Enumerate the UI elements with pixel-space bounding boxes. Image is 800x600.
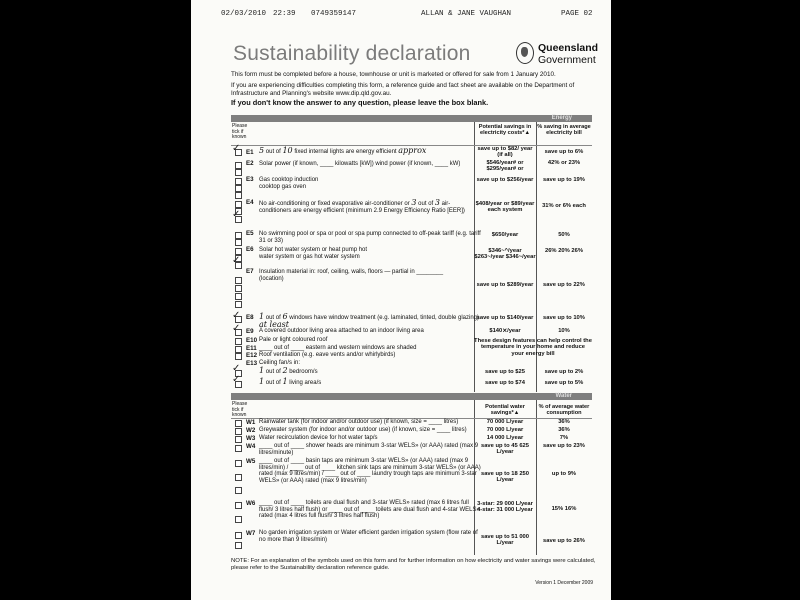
code-w4: W4 <box>246 443 256 450</box>
desc-w2: Greywater system (for indoor and/or outdoor use) (if known, size = ____ litres) <box>259 427 467 433</box>
desc-e10: Pale or light coloured roof <box>259 337 328 343</box>
code-e3: E3 <box>246 176 254 183</box>
percent-e3: save up to 19% <box>543 177 585 183</box>
declaration-page <box>191 0 611 600</box>
tick-mark-e6: ✓ <box>232 255 241 266</box>
version-label: Version 1 December 2009 <box>535 580 593 586</box>
water-tick-header: Please tick if known <box>232 401 248 418</box>
savings-w7: save up to 51 000 L/year <box>480 534 529 547</box>
desc-e12: Roof ventilation (e.g. eave vents and/or whirlybirds) <box>259 352 396 358</box>
energy-row-e2 <box>231 160 592 174</box>
percent-w6: 15% 16% <box>551 506 577 512</box>
handwritten-e1-total: 10 <box>282 146 293 155</box>
desc-e5: No swimming pool or spa or pool or spa pump connected to off-peak tariff (e.g. tariff 31 or 33) <box>259 231 481 244</box>
percent-e5: 50% <box>558 232 570 238</box>
savings-e4: $408/year or $89/year each system <box>475 201 535 214</box>
checkbox-e7-ceiling[interactable] <box>235 285 242 292</box>
energy-row-e1 <box>231 143 592 159</box>
tick-mark-e8: ✓ <box>232 310 241 321</box>
desc-e4: No air-conditioning or fixed evaporative air-conditioner or 3 out of 3 air-conditioners are energy efficient (minimum 2.9 Energy Efficiency Ratio [EER]) <box>259 198 465 214</box>
code-w5: W5 <box>246 458 256 465</box>
desc-e11: ____ out of ____ eastern and western windows are shaded <box>259 345 417 351</box>
fax-header <box>221 10 601 20</box>
checkbox-e12[interactable] <box>235 353 242 360</box>
fax-page: PAGE 02 <box>561 10 593 18</box>
water-row-w1 <box>231 419 592 427</box>
code-e6: E6 <box>246 246 254 253</box>
checkbox-w5-kitchen[interactable] <box>235 474 242 481</box>
handwritten-e1-approx: approx <box>398 146 427 155</box>
code-e4: E4 <box>246 199 254 206</box>
handwritten-e1-count: 5 <box>259 146 265 155</box>
desc-e13-living: 1 out of 1 living area/s <box>259 377 322 386</box>
water-band <box>231 393 592 400</box>
page-title: Sustainability declaration <box>233 42 471 65</box>
energy-band <box>231 115 592 122</box>
savings-e7: save up to $289/year <box>476 282 534 288</box>
water-savings-header: Potential water savings*▲ <box>485 404 525 417</box>
code-w3: W3 <box>246 435 256 442</box>
checkbox-e5-offpeak[interactable] <box>235 239 242 246</box>
percent-e13-living: save up to 5% <box>544 380 584 386</box>
logo-line2: Government <box>538 54 596 66</box>
code-e7: E7 <box>246 268 254 275</box>
water-row-w3 <box>231 435 592 443</box>
savings-e1: save up to $82/ year (if all) <box>477 146 533 159</box>
savings-w4: save up to 45 625 L/year <box>480 443 529 456</box>
energy-tick-header: Please tick if known <box>232 123 248 140</box>
checkbox-e5-no-pool[interactable] <box>235 232 242 239</box>
fax-sender: ALLAN & JANE VAUGHAN <box>421 10 512 18</box>
percent-e13-bedrooms: save up to 2% <box>544 369 584 375</box>
tick-mark-e1: ✓ <box>232 143 241 154</box>
checkbox-e11[interactable] <box>235 346 242 353</box>
code-w1: W1 <box>246 419 256 426</box>
savings-e13-bedrooms: save up to $25 <box>485 369 525 375</box>
checkbox-w6-4star[interactable] <box>235 516 242 523</box>
checkbox-w1[interactable] <box>235 420 242 427</box>
tick-mark-e13-living: ✓ <box>232 374 241 385</box>
desc-e13: Ceiling fan/s in: <box>259 360 301 366</box>
desc-w7: No garden irrigation system or Water efficient garden irrigation system (flow rate of no more than 9 litres/min) <box>259 530 478 543</box>
government-logo <box>516 40 608 68</box>
design-features-note: These design features can help control the temperature in your home and reduce your energy bill <box>474 338 592 357</box>
desc-e7: Insulation material in: roof, ceiling, walls, floors — partial in ________ (location) <box>259 269 444 282</box>
percent-w2: 36% <box>558 427 570 433</box>
code-e10: E10 <box>246 337 258 344</box>
savings-e13-living: save up to $74 <box>485 380 525 386</box>
percent-e4: 31% or 6% each <box>542 203 586 209</box>
code-w2: W2 <box>246 427 256 434</box>
water-row-w4 <box>231 443 592 457</box>
handwritten-e4-total: 3 <box>434 198 440 207</box>
checkbox-e2-wind[interactable] <box>235 169 242 176</box>
energy-row-e7 <box>231 268 592 312</box>
desc-e6: Solar hot water system or heat pump hot water system or gas hot water system <box>259 247 368 260</box>
water-band-label: Water <box>555 393 572 399</box>
checkbox-w2[interactable] <box>235 428 242 435</box>
checkbox-w4[interactable] <box>235 445 242 452</box>
energy-row-e5 <box>231 230 592 244</box>
desc-w6: ____ out of ____ toilets are dual flush and 3-star WELS» rated (max 6 litres full flush/ 3 litres half flush) or ____ out of ____ toilets are dual flush and 4-star WELS» rated (max 4 litres full flush/ 3 litres half flush) <box>259 500 480 520</box>
code-e1: E1 <box>246 149 254 156</box>
savings-w6: 3-star: 29 000 L/year 4-star: 31 000 L/year <box>477 501 533 514</box>
desc-w5: ____ out of ____ basin taps are minimum 3-star WELS» (or AAA) rated (max 9 litres/min) / ____ out of ____ kitchen sink taps are minimum 3-star WELS» (or AAA) rated (max 9 litres/min) / ____ out of ____ laundry trough taps are minimum 3-star WELS» (or AAA) rated (max 9 litres/min) <box>259 458 481 484</box>
logo-line1: Queensland <box>538 42 599 54</box>
fax-phone: 0749359147 <box>311 10 357 18</box>
checkbox-e10[interactable] <box>235 338 242 345</box>
desc-e8: 1 out of 6 windows have window treatment (e.g. laminated, tinted, double glazing) at least <box>259 312 479 329</box>
code-e2: E2 <box>246 160 254 167</box>
intro-paragraph-1: This form must be completed before a house, townhouse or unit is marketed or offered for sale from 1 January 2010. <box>231 71 556 78</box>
energy-savings-header: Potential savings in electricity costs*▲ <box>478 124 532 137</box>
desc-w3: Water recirculation device for hot water tap/s <box>259 435 378 441</box>
handwritten-e8-atleast: at least <box>259 319 289 329</box>
tick-mark-e13-bedrooms: ✓ <box>232 363 241 374</box>
energy-percent-header: % saving in average electricity bill <box>537 124 591 137</box>
savings-e6: $346~^/year $263~/year $346~/year <box>474 248 536 261</box>
checkbox-e2-solar[interactable] <box>235 162 242 169</box>
checkbox-w3[interactable] <box>235 436 242 443</box>
tick-mark-e9: ✓ <box>232 323 241 334</box>
savings-e2: $546/year# or $295/year# or <box>486 160 524 173</box>
percent-e6: 26% 20% 26% <box>544 248 584 254</box>
checkbox-e7-walls[interactable] <box>235 293 242 300</box>
savings-w3: 14 000 L/year <box>486 435 524 441</box>
desc-e2: Solar power (if known, ____ kilowatts [kW]) wind power (if known, ____ kW) <box>259 161 461 167</box>
checkbox-w5-laundry[interactable] <box>235 487 242 494</box>
desc-e9: A covered outdoor living area attached to an indoor living area <box>259 328 424 334</box>
code-w6: W6 <box>246 500 256 507</box>
desc-w4: ____ out of ____ shower heads are minimum 3-star WELS» (or AAA) rated (max 9 litres/minute) <box>259 443 479 456</box>
checkbox-e7-floors[interactable] <box>235 301 242 308</box>
savings-w5: save up to 18 250 L/year <box>480 471 529 484</box>
water-row-w6 <box>231 500 592 528</box>
percent-e1: save up to 6% <box>544 149 584 155</box>
savings-e5: $650/year <box>491 232 519 238</box>
percent-w1: 36% <box>558 419 570 425</box>
percent-w3: 7% <box>559 435 569 441</box>
desc-e13-bedrooms: 1 out of 2 bedroom/s <box>259 366 318 375</box>
water-row-w2 <box>231 427 592 435</box>
savings-e9: $140⨯/year <box>489 328 521 334</box>
percent-w7: save up to 26% <box>543 538 585 544</box>
code-e12: E12 <box>246 352 258 359</box>
checkbox-w7-none[interactable] <box>235 532 242 539</box>
checkbox-e4-no-ac[interactable] <box>235 201 242 208</box>
crest-icon <box>516 42 534 64</box>
handwritten-e8-total: 6 <box>282 312 288 321</box>
energy-row-e8 <box>231 310 592 329</box>
percent-e9: 10% <box>558 328 570 334</box>
checkbox-w6-3star[interactable] <box>235 502 242 509</box>
energy-row-e13 <box>231 360 592 390</box>
desc-w1: Rainwater tank (for indoor and/or outdoor use) (if known, size = ____ litres) <box>259 419 459 425</box>
energy-row-e3 <box>231 176 592 197</box>
handwritten-e4-count: 3 <box>411 198 417 207</box>
code-e8: E8 <box>246 314 254 321</box>
intro-paragraph-2: If you are experiencing difficulties completing this form, a reference guide and fact sheet are available on the Department of Infrastructure and Planning's website www.dip.qld.gov.au. <box>231 82 575 97</box>
savings-e8: save up to $140/year <box>476 315 534 321</box>
percent-e7: save up to 22% <box>543 282 585 288</box>
water-row-w5 <box>231 458 592 498</box>
fax-time: 22:39 <box>273 10 296 18</box>
percent-e8: save up to 10% <box>543 315 585 321</box>
energy-row-e4 <box>231 199 592 229</box>
intro-instruction: If you don't know the answer to any question, please leave the box blank. <box>231 98 489 107</box>
footer-note: NOTE: For an explanation of the symbols used on this form and for further information on how electricity and water savings were calculated, please refer to the Sustainability declaration reference guide. <box>231 558 596 571</box>
checkbox-w5-basin[interactable] <box>235 460 242 467</box>
percent-e2: 42% or 23% <box>547 160 581 166</box>
savings-w2: 70 000 L/year <box>486 427 524 433</box>
percent-w5: up to 9% <box>551 471 577 477</box>
checkbox-e6-solar[interactable] <box>235 248 242 255</box>
checkbox-e7-roof[interactable] <box>235 277 242 284</box>
savings-w1: 70 000 L/year <box>486 419 524 425</box>
savings-e3: save up to $256/year <box>476 177 534 183</box>
energy-band-label: Energy <box>551 115 572 121</box>
checkbox-e3-induction[interactable] <box>235 185 242 192</box>
tick-mark-e4: ✓ <box>232 209 241 220</box>
checkbox-w7-efficient[interactable] <box>235 542 242 549</box>
handwritten-e8-count: 1 <box>259 312 265 321</box>
percent-w4: save up to 23% <box>543 443 585 449</box>
desc-e3: Gas cooktop induction cooktop gas oven <box>259 177 319 190</box>
desc-e1: 5 out of 10 fixed internal lights are energy efficient approx <box>259 146 427 155</box>
checkbox-e3-gas-oven[interactable] <box>235 192 242 199</box>
code-e5: E5 <box>246 230 254 237</box>
energy-rows-e10-e12 <box>231 337 592 359</box>
water-row-w7 <box>231 530 592 550</box>
checkbox-e3-gas-cooktop[interactable] <box>235 178 242 185</box>
fax-date: 02/03/2010 <box>221 10 267 18</box>
code-e13: E13 <box>246 360 258 367</box>
code-e11: E11 <box>246 345 257 352</box>
code-w7: W7 <box>246 530 256 537</box>
energy-row-e6 <box>231 246 592 267</box>
code-e9: E9 <box>246 328 254 335</box>
water-percent-header: % of average water consumption <box>538 404 590 417</box>
